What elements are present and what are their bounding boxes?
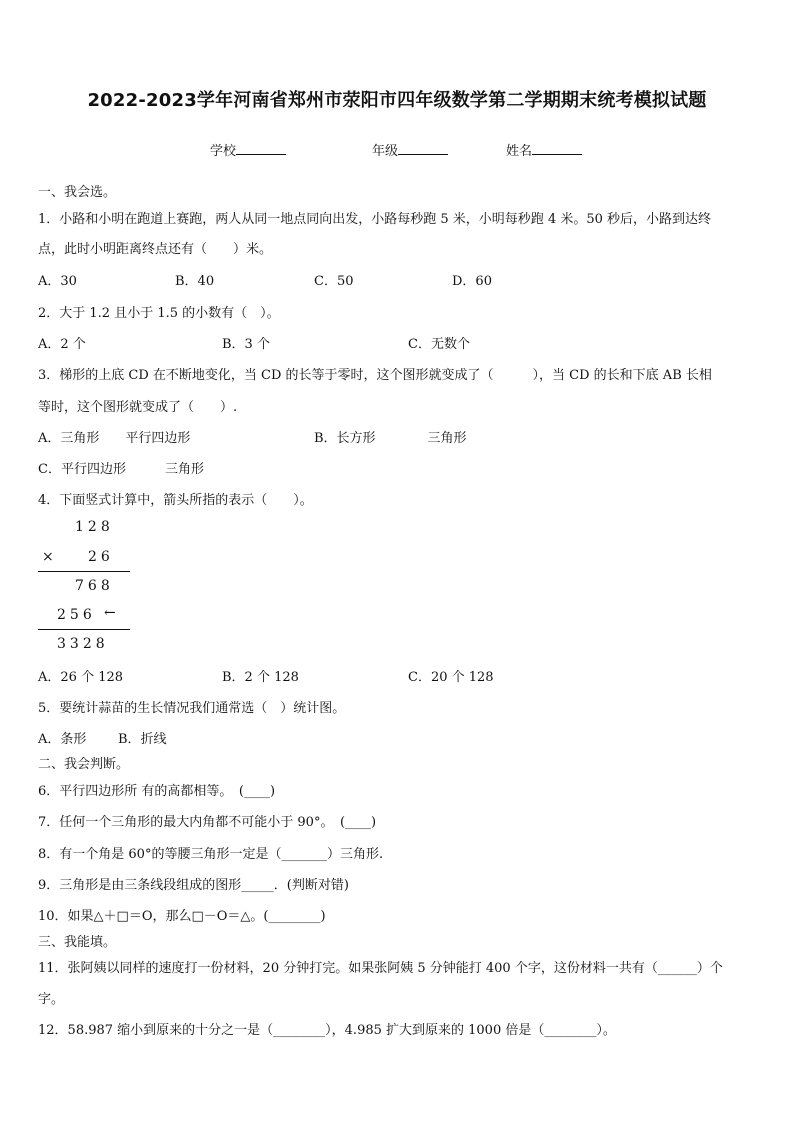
question-7: 7．任何一个三角形的最大内角都不可能小于 90°。 (____): [38, 815, 377, 830]
calc-result: 3328: [57, 636, 109, 652]
calc-partial-1: 768: [75, 578, 114, 594]
q2-option-a: A．2 个: [38, 337, 86, 352]
name-blank[interactable]: [532, 142, 582, 155]
q5-option-a: A．条形: [38, 732, 87, 747]
question-4: 4．下面竖式计算中，箭头所指的表示（ ）。: [38, 493, 313, 508]
question-5: 5．要统计蒜苗的生长情况我们通常选（ ）统计图。: [38, 701, 346, 716]
school-label: 学校: [210, 144, 237, 159]
question-1-line-2: 点，此时小明距离终点还有（ ）米。: [38, 242, 273, 257]
grade-blank[interactable]: [398, 142, 448, 155]
section-3-heading: 三、我能填。: [38, 935, 117, 950]
q1-option-a: A．30: [38, 274, 77, 289]
question-1-line-1: 1．小路和小明在跑道上赛跑，两人从同一地点同向出发，小路每秒跑 5 米，小明每秒跑 4 米。50 秒后，小路到达终: [38, 212, 712, 227]
question-11-line-1: 11．张阿姨以同样的速度打一份材料，20 分钟打完。如果张阿姨 5 分钟能打 400 个字，这份材料一共有（______）个: [38, 961, 723, 976]
question-2: 2．大于 1.2 且小于 1.5 的小数有（ ）。: [38, 306, 280, 321]
calc-rule-2: [38, 629, 130, 630]
school-blank[interactable]: [236, 142, 286, 155]
q4-option-b: B．2 个 128: [222, 670, 299, 685]
q4-option-c: C．20 个 128: [408, 670, 494, 685]
question-3-line-2: 等时，这个图形就变成了（ ）.: [38, 400, 238, 415]
q3-option-b: B．长方形 三角形: [314, 431, 467, 446]
school-field: [210, 140, 286, 159]
question-3-line-1: 3．梯形的上底 CD 在不断地变化，当 CD 的长等于零时，这个图形就变成了（ ），当 CD 的长和下底 AB 长相: [38, 368, 712, 383]
question-10: 10．如果△＋□＝O，那么□－O＝△。(________): [38, 909, 326, 924]
calc-multiplicand: 128: [75, 519, 114, 535]
question-6: 6．平行四边形所 有的高都相等。 (____): [38, 784, 276, 799]
q1-option-d: D．60: [452, 274, 492, 289]
calc-partial-2: 256: [57, 607, 96, 623]
q1-option-b: B．40: [175, 274, 215, 289]
q4-option-a: A．26 个 128: [38, 670, 124, 685]
name-field: [506, 140, 582, 159]
calc-rule-1: [38, 571, 130, 572]
calc-multiplier: 26: [88, 549, 114, 565]
grade-field: [372, 140, 448, 159]
question-11-line-2: 字。: [38, 992, 65, 1007]
question-12: 12．58.987 缩小到原来的十分之一是（________），4.985 扩大到原来的 1000 倍是（________）。: [38, 1023, 616, 1038]
arrow-left-icon: ←: [104, 605, 116, 621]
question-9: 9．三角形是由三条线段组成的图形_____．(判断对错): [38, 878, 349, 893]
q5-option-b: B．折线: [118, 732, 167, 747]
q3-option-a: A．三角形 平行四边形: [38, 431, 191, 446]
q1-option-c: C．50: [314, 274, 354, 289]
section-2-heading: 二、我会判断。: [38, 757, 130, 772]
question-8: 8．有一个角是 60°的等腰三角形一定是（_______）三角形.: [38, 847, 384, 862]
calc-times-sign: ×: [42, 549, 58, 565]
q3-option-c: C．平行四边形 三角形: [38, 462, 204, 477]
name-label: 姓名: [506, 144, 533, 159]
grade-label: 年级: [372, 144, 399, 159]
q2-option-b: B．3 个: [222, 337, 270, 352]
section-1-heading: 一、我会选。: [38, 185, 117, 200]
page-title: 2022-2023学年河南省郑州市荥阳市四年级数学第二学期期末统考模拟试题: [87, 90, 707, 111]
q2-option-c: C．无数个: [408, 337, 470, 352]
